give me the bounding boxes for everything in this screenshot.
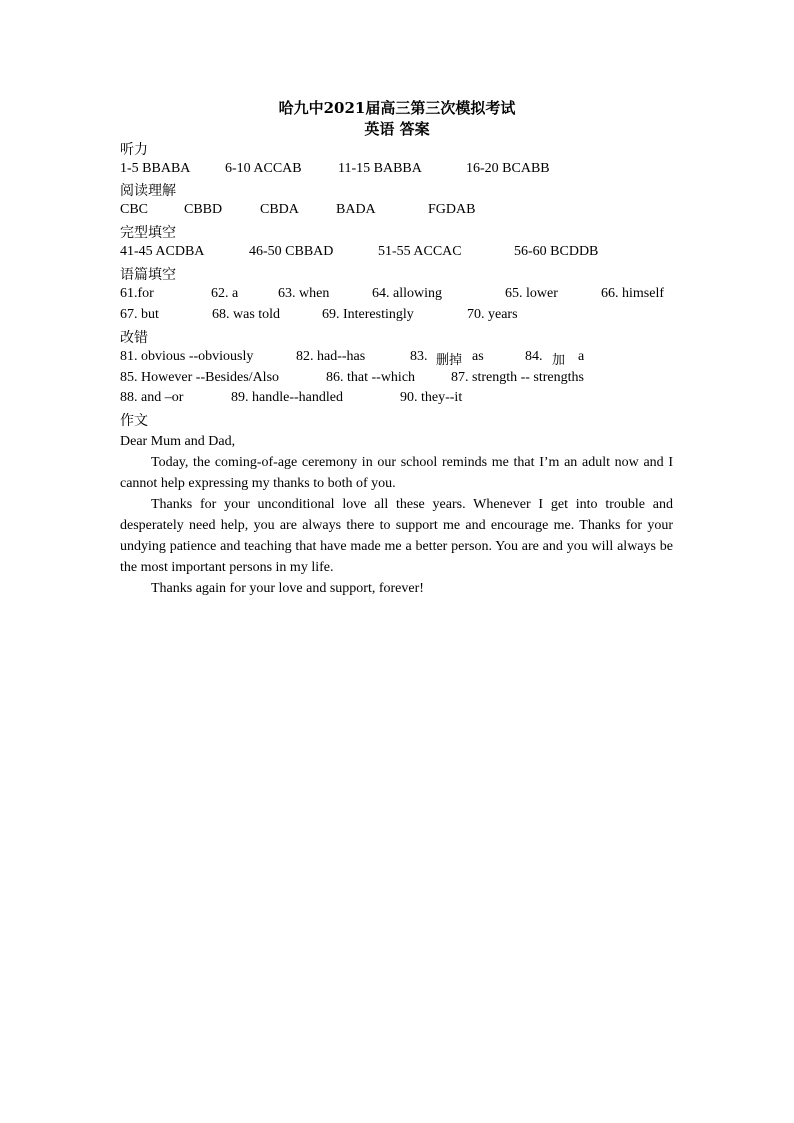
letter-paragraph: Thanks for your unconditional love all these years. Whenever I get into trouble and desperately need help, you are always there to support me and encourage me. Thanks for your undying patience and teaching that have made me a better person. You are and you will always be the most important persons in my life. — [120, 497, 673, 575]
correction-item: 82. had--has — [296, 349, 366, 364]
correction-item: 81. obvious --obviously — [120, 349, 254, 364]
answer-group: 56-60 BCDDB — [514, 244, 599, 259]
correction-item-number: 84. — [525, 349, 543, 364]
answer-group: 1-5 BBABA — [120, 161, 191, 176]
answer-item: 70. years — [467, 307, 518, 322]
answer-group: 46-50 CBBAD — [249, 244, 334, 259]
correction-item: 87. strength -- strengths — [451, 370, 584, 385]
answer-group: CBBD — [184, 202, 223, 217]
answer-group: 16-20 BCABB — [466, 161, 550, 176]
answer-item: 61.for — [120, 286, 154, 301]
correction-item-word: a — [578, 349, 585, 364]
correction-item: 90. they--it — [400, 390, 463, 405]
answer-item: 68. was told — [212, 307, 281, 322]
answer-item: 62. a — [211, 286, 239, 301]
section-heading-correction: 改错 — [120, 330, 148, 346]
answer-item: 65. lower — [505, 286, 558, 301]
section-heading-cloze: 完型填空 — [120, 225, 176, 241]
answer-group: CBC — [120, 202, 149, 217]
answer-group: 6-10 ACCAB — [225, 161, 302, 176]
answer-group: CBDA — [260, 202, 299, 217]
letter-salutation: Dear Mum and Dad, — [120, 434, 236, 449]
answer-item: 67. but — [120, 307, 159, 322]
correction-item: 86. that --which — [326, 370, 416, 385]
answer-group: 41-45 ACDBA — [120, 244, 205, 259]
answer-group: 51-55 ACCAC — [378, 244, 462, 259]
section-heading-grammar-fill: 语篇填空 — [120, 267, 176, 283]
correction-item-add: 加 — [552, 353, 566, 368]
section-heading-reading: 阅读理解 — [120, 183, 176, 199]
answer-item: 69. Interestingly — [322, 307, 414, 322]
correction-item: 88. and –or — [120, 390, 184, 405]
answer-item: 63. when — [278, 286, 330, 301]
section-heading-listening: 听力 — [120, 142, 148, 158]
answer-group: FGDAB — [428, 202, 476, 217]
letter-paragraph: Today, the coming-of-age ceremony in our school reminds me that I’m an adult now and I cannot help expressing my thanks to both of you. — [120, 455, 673, 491]
correction-item-number: 83. — [410, 349, 428, 364]
correction-item: 89. handle--handled — [231, 390, 343, 405]
correction-item-delete: 删掉 — [436, 353, 463, 368]
writing-letter — [120, 431, 673, 599]
answer-group: BADA — [336, 202, 376, 217]
answer-group: 11-15 BABBA — [338, 161, 422, 176]
section-heading-writing: 作文 — [120, 413, 148, 429]
correction-item: 85. However --Besides/Also — [120, 370, 280, 385]
letter-paragraph: Thanks again for your love and support, forever! — [151, 581, 424, 596]
document-title: 哈九中2021届高三第三次模拟考试 — [278, 99, 516, 117]
answer-item: 64. allowing — [372, 286, 442, 301]
correction-item-word: as — [472, 349, 484, 364]
answer-item: 66. himself — [601, 286, 664, 301]
document-subtitle: 英语 答案 — [364, 120, 430, 138]
